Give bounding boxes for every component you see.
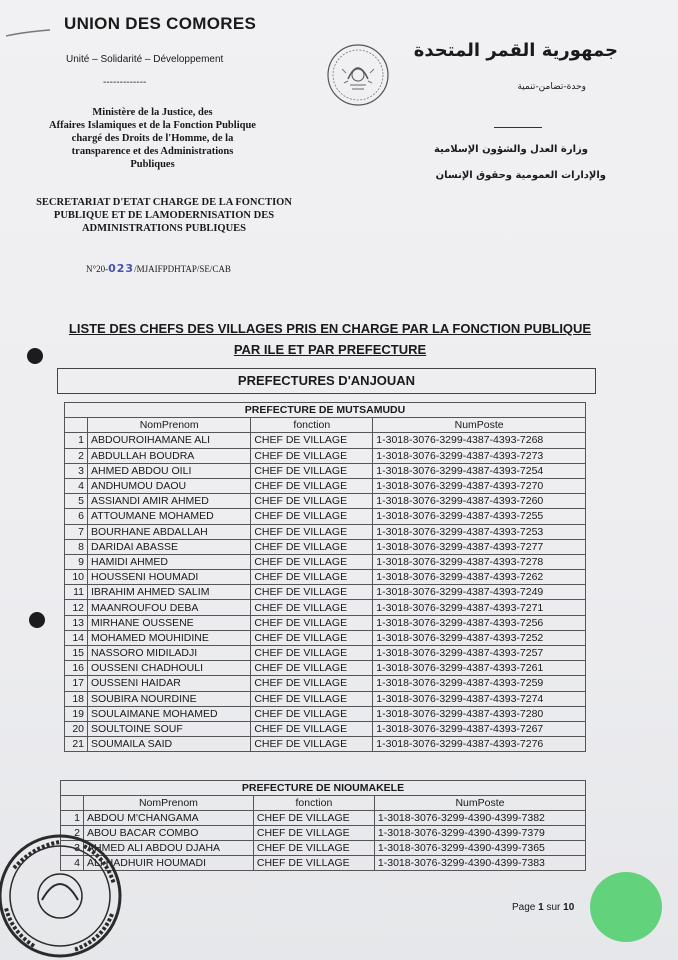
post-number-cell: 1-3018-3076-3299-4387-4393-7267 (373, 721, 586, 736)
name-cell: SOULTOINE SOUF (88, 721, 251, 736)
name-cell: ANDHUMOU DAOU (88, 478, 251, 493)
row-number: 2 (65, 448, 88, 463)
post-number-cell: 1-3018-3076-3299-4387-4393-7255 (373, 509, 586, 524)
function-cell: CHEF DE VILLAGE (251, 554, 373, 569)
page-middle: sur (543, 902, 564, 913)
arabic-ministry-line: وزارة العدل والشؤون الإسلامية (433, 144, 588, 155)
post-number-cell: 1-3018-3076-3299-4387-4393-7257 (373, 646, 586, 661)
table-row (65, 554, 586, 569)
ref-handwritten-number: 023 (108, 262, 135, 275)
column-header-function: fonction (251, 418, 373, 433)
function-cell: CHEF DE VILLAGE (253, 856, 374, 871)
post-number-cell: 1-3018-3076-3299-4387-4393-7268 (373, 433, 586, 448)
document-title (60, 318, 600, 360)
table-row (61, 856, 586, 871)
table-row (65, 585, 586, 600)
table-row (65, 737, 586, 752)
row-number: 5 (65, 494, 88, 509)
function-cell: CHEF DE VILLAGE (251, 570, 373, 585)
row-number: 13 (65, 615, 88, 630)
arabic-separator (494, 127, 542, 128)
name-cell: OUSSENI CHADHOULI (88, 661, 251, 676)
post-number-cell: 1-3018-3076-3299-4387-4393-7274 (373, 691, 586, 706)
table-row (65, 721, 586, 736)
function-cell: CHEF DE VILLAGE (251, 661, 373, 676)
table-row (65, 463, 586, 478)
secretariat-block (14, 196, 314, 235)
name-cell: AHMED ALI ABDOU DJAHA (84, 841, 254, 856)
arabic-country-name: جمهورية القمر المتحدة (413, 40, 618, 61)
row-number: 12 (65, 600, 88, 615)
secretariat-line: ADMINISTRATIONS PUBLIQUES (81, 223, 247, 234)
arabic-ministry-line: والإدارات العمومية وحقوق الإنسان (435, 170, 606, 181)
table-row (61, 811, 586, 826)
ref-prefix: N°20- (86, 264, 109, 274)
prefecture-table-mutsamudu (64, 402, 586, 752)
page-total: 10 (563, 902, 575, 913)
function-cell: CHEF DE VILLAGE (251, 448, 373, 463)
function-cell: CHEF DE VILLAGE (253, 811, 374, 826)
table-row (65, 524, 586, 539)
post-number-cell: 1-3018-3076-3299-4387-4393-7280 (373, 706, 586, 721)
name-cell: ABDULLAH BOUDRA (88, 448, 251, 463)
function-cell: CHEF DE VILLAGE (251, 706, 373, 721)
row-number: 16 (65, 661, 88, 676)
function-cell: CHEF DE VILLAGE (251, 509, 373, 524)
table-caption: PREFECTURE DE MUTSAMUDU (65, 403, 586, 418)
punch-hole (27, 348, 43, 364)
row-number: 10 (65, 570, 88, 585)
post-number-cell: 1-3018-3076-3299-4387-4393-7273 (373, 448, 586, 463)
name-cell: ATTOUMANE MOHAMED (88, 509, 251, 524)
function-cell: CHEF DE VILLAGE (251, 737, 373, 752)
row-number: 18 (65, 691, 88, 706)
ref-suffix: /MJAIFPDHTAP/SE/CAB (134, 264, 231, 274)
post-number-cell: 1-3018-3076-3299-4387-4393-7276 (373, 737, 586, 752)
column-header-number (61, 796, 84, 811)
reference-number (86, 262, 231, 275)
column-header-post: NumPoste (373, 418, 586, 433)
table-row (65, 448, 586, 463)
name-cell: ALI HADHUIR HOUMADI (84, 856, 254, 871)
table-row (65, 509, 586, 524)
ministry-line: transparence et des Administrations (71, 146, 234, 157)
ministry-line: chargé des Droits de l'Homme, de la (71, 133, 234, 144)
function-cell: CHEF DE VILLAGE (251, 494, 373, 509)
post-number-cell: 1-3018-3076-3299-4387-4393-7249 (373, 585, 586, 600)
title-line: PAR ILE ET PAR PREFECTURE (233, 342, 427, 357)
row-number: 8 (65, 539, 88, 554)
post-number-cell: 1-3018-3076-3299-4387-4393-7277 (373, 539, 586, 554)
table-row (61, 841, 586, 856)
name-cell: ABOU BACAR COMBO (84, 826, 254, 841)
row-number: 1 (65, 433, 88, 448)
row-number: 1 (61, 811, 84, 826)
separator-dashes: ------------- (103, 77, 147, 88)
table-row (65, 646, 586, 661)
row-number: 3 (65, 463, 88, 478)
ministry-line: Publiques (130, 159, 175, 170)
table-row (65, 478, 586, 493)
row-number: 9 (65, 554, 88, 569)
post-number-cell: 1-3018-3076-3299-4387-4393-7271 (373, 600, 586, 615)
table-row (65, 433, 586, 448)
post-number-cell: 1-3018-3076-3299-4387-4393-7259 (373, 676, 586, 691)
post-number-cell: 1-3018-3076-3299-4387-4393-7256 (373, 615, 586, 630)
name-cell: HOUSSENI HOUMADI (88, 570, 251, 585)
row-number: 14 (65, 630, 88, 645)
name-cell: MAANROUFOU DEBA (88, 600, 251, 615)
function-cell: CHEF DE VILLAGE (251, 539, 373, 554)
ministry-block (20, 106, 285, 171)
name-cell: SOUMAILA SAID (88, 737, 251, 752)
function-cell: CHEF DE VILLAGE (251, 433, 373, 448)
post-number-cell: 1-3018-3076-3299-4387-4393-7254 (373, 463, 586, 478)
name-cell: ABDOUROIHAMANE ALI (88, 433, 251, 448)
name-cell: DARIDAI ABASSE (88, 539, 251, 554)
secretariat-line: SECRETARIAT D'ETAT CHARGE DE LA FONCTION (36, 197, 292, 208)
post-number-cell: 1-3018-3076-3299-4387-4393-7278 (373, 554, 586, 569)
row-number: 19 (65, 706, 88, 721)
name-cell: OUSSENI HAIDAR (88, 676, 251, 691)
punch-hole (29, 612, 45, 628)
table-row (65, 570, 586, 585)
name-cell: SOULAIMANE MOHAMED (88, 706, 251, 721)
post-number-cell: 1-3018-3076-3299-4390-4399-7379 (374, 826, 585, 841)
page-prefix: Page (512, 902, 539, 913)
post-number-cell: 1-3018-3076-3299-4387-4393-7253 (373, 524, 586, 539)
table-row (65, 676, 586, 691)
row-number: 11 (65, 585, 88, 600)
name-cell: BOURHANE ABDALLAH (88, 524, 251, 539)
row-number: 3 (61, 841, 84, 856)
function-cell: CHEF DE VILLAGE (251, 463, 373, 478)
row-number: 7 (65, 524, 88, 539)
ministry-line: Affaires Islamiques et de la Fonction Publique (49, 120, 256, 131)
function-cell: CHEF DE VILLAGE (251, 585, 373, 600)
column-header-function: fonction (253, 796, 374, 811)
row-number: 20 (65, 721, 88, 736)
row-number: 2 (61, 826, 84, 841)
row-number: 4 (65, 478, 88, 493)
name-cell: MOHAMED MOUHIDINE (88, 630, 251, 645)
prefecture-table-nioumakele (60, 780, 586, 871)
function-cell: CHEF DE VILLAGE (251, 600, 373, 615)
country-name: UNION DES COMORES (64, 14, 257, 33)
name-cell: HAMIDI AHMED (88, 554, 251, 569)
row-number: 4 (61, 856, 84, 871)
name-cell: AHMED ABDOU OILI (88, 463, 251, 478)
row-number: 17 (65, 676, 88, 691)
function-cell: CHEF DE VILLAGE (251, 478, 373, 493)
function-cell: CHEF DE VILLAGE (251, 630, 373, 645)
island-heading: PREFECTURES D'ANJOUAN (57, 368, 596, 394)
post-number-cell: 1-3018-3076-3299-4387-4393-7260 (373, 494, 586, 509)
function-cell: CHEF DE VILLAGE (251, 524, 373, 539)
green-marker-dot (590, 872, 662, 942)
column-header-post: NumPoste (374, 796, 585, 811)
function-cell: CHEF DE VILLAGE (251, 676, 373, 691)
table-caption: PREFECTURE DE NIOUMAKELE (61, 781, 586, 796)
function-cell: CHEF DE VILLAGE (251, 691, 373, 706)
name-cell: MIRHANE OUSSENE (88, 615, 251, 630)
row-number: 15 (65, 646, 88, 661)
table-row (65, 539, 586, 554)
arabic-motto: وحدة-تضامن-تنمية (517, 82, 586, 92)
table-row (65, 494, 586, 509)
table-row (65, 706, 586, 721)
table-row (61, 826, 586, 841)
name-cell: IBRAHIM AHMED SALIM (88, 585, 251, 600)
ministry-line: Ministère de la Justice, des (92, 107, 213, 118)
name-cell: ASSIANDI AMIR AHMED (88, 494, 251, 509)
table-row (65, 600, 586, 615)
official-stamp-icon (0, 828, 124, 960)
secretariat-line: PUBLIQUE ET DE LAMODERNISATION DES (53, 210, 275, 221)
row-number: 21 (65, 737, 88, 752)
function-cell: CHEF DE VILLAGE (253, 841, 374, 856)
function-cell: CHEF DE VILLAGE (251, 721, 373, 736)
name-cell: NASSORO MIDILADJI (88, 646, 251, 661)
post-number-cell: 1-3018-3076-3299-4390-4399-7382 (374, 811, 585, 826)
title-line: LISTE DES CHEFS DES VILLAGES PRIS EN CHARGE PAR LA FONCTION PUBLIQUE (68, 321, 592, 336)
pen-stroke-mark (4, 28, 52, 38)
page-number (512, 902, 574, 913)
function-cell: CHEF DE VILLAGE (251, 646, 373, 661)
function-cell: CHEF DE VILLAGE (251, 615, 373, 630)
table-row (65, 691, 586, 706)
table-row (65, 630, 586, 645)
column-header-name: NomPrenom (84, 796, 254, 811)
function-cell: CHEF DE VILLAGE (253, 826, 374, 841)
name-cell: SOUBIRA NOURDINE (88, 691, 251, 706)
post-number-cell: 1-3018-3076-3299-4387-4393-7270 (373, 478, 586, 493)
column-header-name: NomPrenom (88, 418, 251, 433)
post-number-cell: 1-3018-3076-3299-4390-4399-7383 (374, 856, 585, 871)
post-number-cell: 1-3018-3076-3299-4387-4393-7252 (373, 630, 586, 645)
national-motto: Unité – Solidarité – Développement (66, 54, 224, 65)
table-row (65, 615, 586, 630)
table-row (65, 661, 586, 676)
national-emblem-icon (326, 43, 390, 107)
post-number-cell: 1-3018-3076-3299-4387-4393-7261 (373, 661, 586, 676)
name-cell: ABDOU M'CHANGAMA (84, 811, 254, 826)
row-number: 6 (65, 509, 88, 524)
post-number-cell: 1-3018-3076-3299-4387-4393-7262 (373, 570, 586, 585)
post-number-cell: 1-3018-3076-3299-4390-4399-7365 (374, 841, 585, 856)
column-header-number (65, 418, 88, 433)
page-current: 1 (538, 902, 544, 913)
